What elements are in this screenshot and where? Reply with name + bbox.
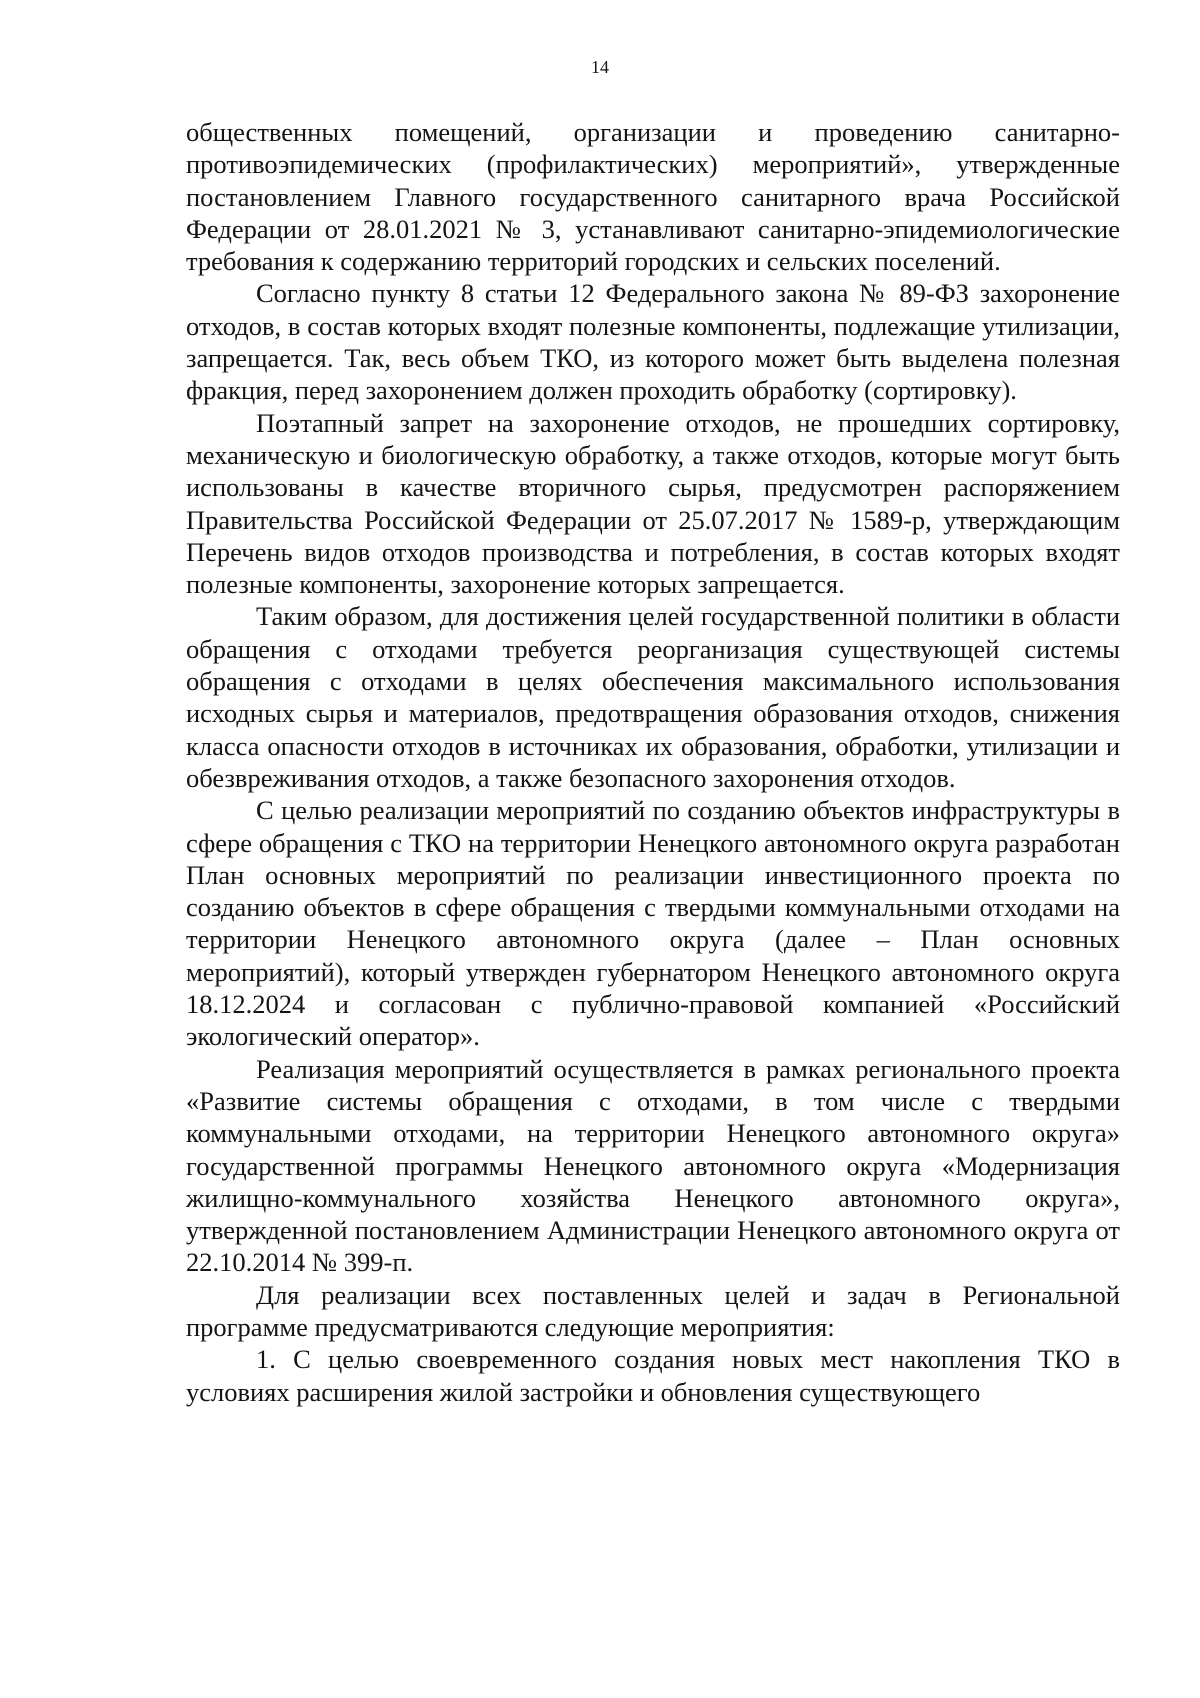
paragraph-burial-ban: Поэтапный запрет на захоронение отходов, не прошедших сортировку, механическую и биологическую обработку, а также отходов, которые могут быть использованы в качестве вторичного сырья, предусмотрен распоряжением Правительства Российской Федерации от 25.07.2017 № 1589-р, утверждающим Перечень видов отходов производства и потребления, в состав которых входят полезные компоненты, захоронение которых запрещается.	[186, 407, 1120, 600]
paragraph-regional-project: Реализация мероприятий осуществляется в рамках регионального проекта «Развитие системы обращения с отходами, в том числе с твердыми коммунальными отходами, на территории Ненецкого автономного округа» государственной программы Ненецкого автономного округа «Модернизация жилищно-коммунального хозяйства Ненецкого автономного округа», утвержденной постановлением Администрации Ненецкого автономного округа от 22.10.2014 № 399-п.	[186, 1053, 1120, 1278]
page-number: 14	[591, 57, 609, 77]
paragraph-continuation: общественных помещений, организации и проведению санитарно-противоэпидемических (профилактических) мероприятий», утвержденные постановлением Главного государственного санитарного врача Российской Федерации от 28.01.2021 № 3, устанавливают санитарно-эпидемиологические требования к содержанию территорий городских и сельских поселений.	[186, 117, 1120, 277]
paragraph-main-plan: С целью реализации мероприятий по созданию объектов инфраструктуры в сфере обращения с ТКО на территории Ненецкого автономного округа разработан План основных мероприятий по реализации инвестиционного проекта по созданию объектов в сфере обращения с твердыми коммунальными отходами на территории Ненецкого автономного округа (далее – План основных мероприятий), который утвержден губернатором Ненецкого автономного округа 18.12.2024 и согласован с публично-правовой компанией «Российский экологический оператор».	[186, 795, 1120, 1052]
paragraph-measures-intro: Для реализации всех поставленных целей и задач в Региональной программе предусматриваются следующие мероприятия:	[186, 1279, 1120, 1342]
paragraph-federal-law: Согласно пункту 8 статьи 12 Федерального закона № 89-ФЗ захоронение отходов, в состав которых входят полезные компоненты, подлежащие утилизации, запрещается. Так, весь объем ТКО, из которого может быть выделена полезная фракция, перед захоронением должен проходить обработку (сортировку).	[186, 278, 1120, 406]
document-body	[186, 116, 1120, 1408]
paragraph-state-policy: Таким образом, для достижения целей государственной политики в области обращения с отходами требуется реорганизация существующей системы обращения с отходами в целях обеспечения максимального использования исходных сырья и материалов, предотвращения образования отходов, снижения класса опасности отходов в источниках их образования, обработки, утилизации и обезвреживания отходов, а также безопасного захоронения отходов.	[186, 601, 1120, 793]
list-item-1: 1. С целью своевременного создания новых мест накопления ТКО в условиях расширения жилой застройки и обновления существующего	[186, 1344, 1120, 1407]
